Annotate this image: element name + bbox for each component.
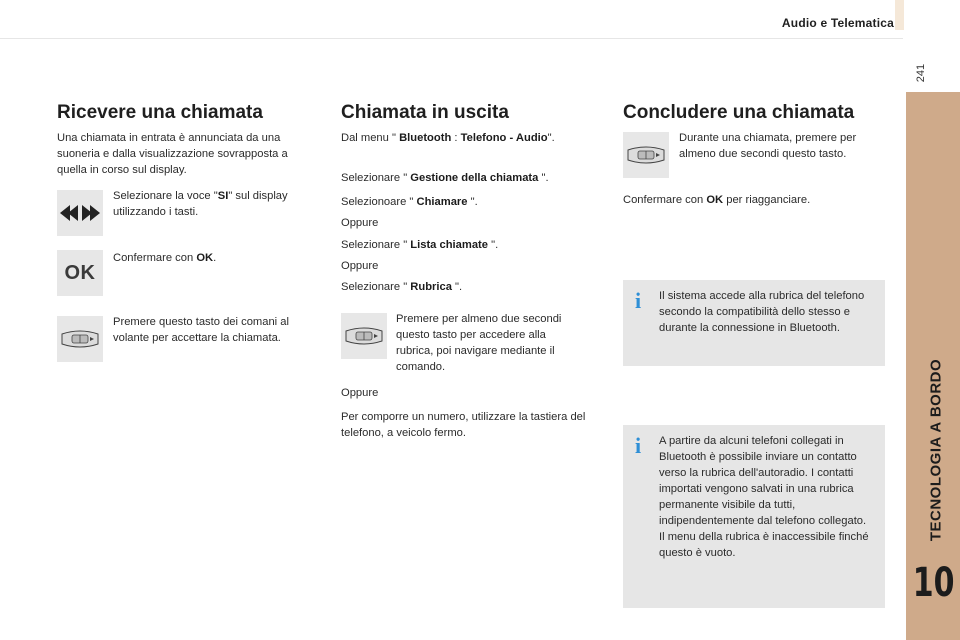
select-call-text-b: ". <box>467 196 478 208</box>
chapter-number: 10 <box>912 560 955 606</box>
steering-control-icon <box>59 328 101 350</box>
info-paragraph-1: A partire da alcuni telefoni collegati in Bluetooth è possibile inviare un contatto verso la rubrica dell'autoradio. I contatti importati vengono salvati in una rubrica permanente visibile da tutti, indipendentemente dal telefono collegato. <box>659 435 867 527</box>
menu-chiamare: Chiamare <box>416 196 468 208</box>
select-text-b: ". <box>538 172 549 184</box>
info-icon: i <box>635 288 642 313</box>
receive-call-intro: Una chiamata in entrata è annunciata da una suoneria e dalla visualizzazione sovrapposta a quella in corso sul display. <box>57 132 288 176</box>
oppure-3: Oppure <box>341 387 379 399</box>
confirm-hangup <box>623 192 883 208</box>
info-icon: i <box>635 433 642 458</box>
step-select-yes-text-a: Selezionare la voce " <box>113 190 218 202</box>
steering-phone-button-icon-2 <box>341 313 387 359</box>
select-book-text-a: Selezionare " <box>341 281 411 293</box>
select-call <box>341 194 601 210</box>
page-number: 241 <box>915 63 927 83</box>
step-select-yes <box>113 188 313 220</box>
ok-icon-label: OK <box>64 261 96 284</box>
menu-path-sep: : <box>451 132 461 144</box>
menu-lista-chiamate: Lista chiamate <box>410 239 489 251</box>
info-text-phonebook-access: Il sistema accede alla rubrica del telefono secondo la compatibilità dello stesso e durante la connessione in Bluetooth. <box>659 290 865 334</box>
seek-arrows-icon <box>58 203 102 223</box>
heading-end-call: Concludere una chiamata <box>623 102 855 123</box>
step-open-phonebook: Premere per almeno due secondi questo tasto per accedere alla rubrica, poi navigare mediante il comando. <box>396 313 562 373</box>
menu-rubrica: Rubrica <box>410 281 452 293</box>
step-end-call: Durante una chiamata, premere per almeno due secondi questo tasto. <box>679 132 857 160</box>
confirm-hangup-keyword: OK <box>706 194 724 206</box>
info-paragraph-2: Il menu della rubrica è inaccessibile finché questo è vuoto. <box>659 531 869 559</box>
menu-path-end: ". <box>547 132 555 144</box>
step-accept-call: Premere questo tasto dei comani al volante per accettare la chiamata. <box>113 316 289 344</box>
section-header-title: Audio e Telematica <box>781 16 894 30</box>
info-text-contact-transfer <box>659 433 879 561</box>
header-divider <box>0 38 903 39</box>
menu-path-text-a: Dal menu " <box>341 132 400 144</box>
steering-control-icon <box>625 144 667 166</box>
oppure-1: Oppure <box>341 217 379 229</box>
oppure-2: Oppure <box>341 260 379 272</box>
select-call-management <box>341 170 601 186</box>
outgoing-menu-path <box>341 130 601 146</box>
menu-bluetooth: Bluetooth <box>399 132 452 144</box>
select-call-list <box>341 237 601 253</box>
ok-button-icon <box>57 250 103 296</box>
select-book-text-b: ". <box>451 281 463 293</box>
menu-gestione-chiamata: Gestione della chiamata <box>410 172 539 184</box>
heading-receive-call: Ricevere una chiamata <box>57 102 263 123</box>
header-tab-marker <box>895 0 904 30</box>
steering-phone-button-icon <box>57 316 103 362</box>
select-call-text-a: Selezionoare " <box>341 196 417 208</box>
chapter-side-label: TECNOLOGIA A BORDO <box>927 358 945 542</box>
info-box-contact-transfer <box>623 425 885 608</box>
step-confirm-keyword: OK <box>196 252 214 264</box>
seek-buttons-icon <box>57 190 103 236</box>
info-box-phonebook-access <box>623 280 885 366</box>
steering-control-icon <box>343 325 385 347</box>
heading-outgoing-call: Chiamata in uscita <box>341 102 509 123</box>
steering-phone-button-icon-3 <box>623 132 669 178</box>
step-confirm-end: . <box>213 252 217 264</box>
menu-telefono-audio: Telefono - Audio <box>460 132 548 144</box>
select-list-text-a: Selezionare " <box>341 239 411 251</box>
confirm-hangup-text-a: Confermare con <box>623 194 707 206</box>
compose-number-text: Per comporre un numero, utilizzare la tastiera del telefono, a veicolo fermo. <box>341 411 586 439</box>
select-phonebook <box>341 279 601 295</box>
step-select-yes-text-b: " sul display utilizzando i tasti. <box>113 190 288 218</box>
confirm-hangup-text-b: per riagganciare. <box>723 194 811 206</box>
step-confirm-text: Confermare con <box>113 252 197 264</box>
step-confirm-ok <box>113 250 313 266</box>
select-list-text-b: ". <box>488 239 499 251</box>
select-text-a: Selezionare " <box>341 172 411 184</box>
step-select-yes-keyword: SI <box>217 190 229 202</box>
